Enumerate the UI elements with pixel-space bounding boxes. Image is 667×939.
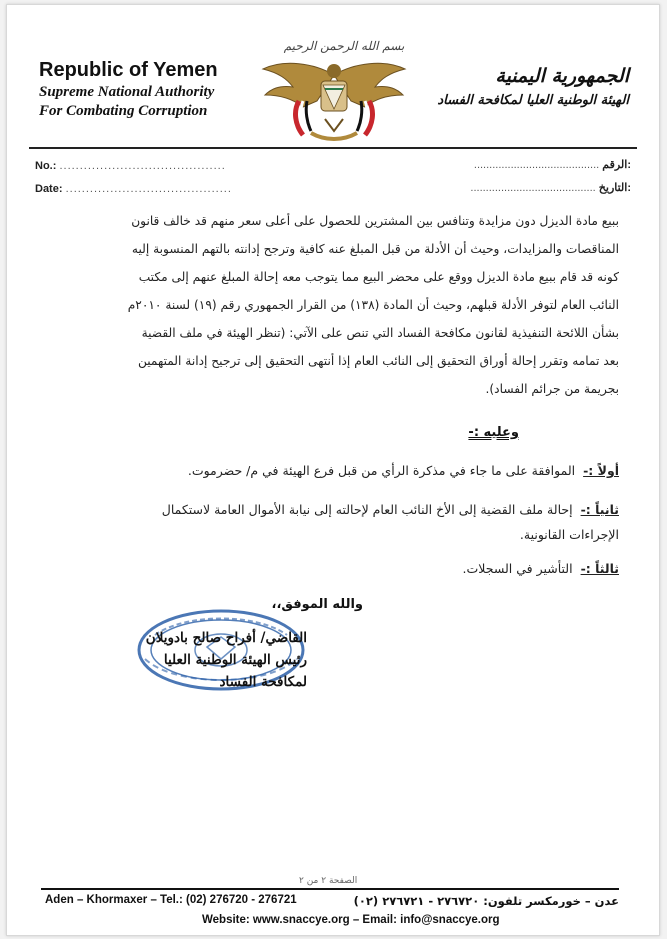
number-dots-ar: ......................................... (473, 159, 600, 171)
decision-item-1-label: أولاً :- (583, 463, 619, 478)
footer-address-ar: عدن – خورمكسر تلفون: ٢٧٦٧٢٠ - ٢٧٦٧٢١ (٠٢) (353, 894, 619, 908)
date-dots-ar: ......................................... (470, 182, 596, 194)
number-field (35, 160, 226, 172)
signatory-name: القاضي/ أفراح صالح بادويلان (145, 630, 307, 646)
number-field-ar (474, 158, 631, 171)
footer-divider (41, 888, 619, 890)
decision-item-3-label: ثالثاً :- (580, 561, 619, 576)
signatory-title-2: لمكافحة الفساد (219, 674, 307, 690)
number-label-ar: :الرقم (602, 159, 631, 171)
decision-item-2-cont (520, 527, 619, 542)
header-divider (29, 147, 637, 149)
date-label: Date: (35, 183, 63, 195)
signatory-title-1: رئيس الهيئة الوطنية العليا (163, 652, 307, 668)
decision-item-2-label: ثانياً :- (580, 502, 619, 517)
body-line: النائب العام لتوفر الأدلة قبلهم، وحيث أن المادة (١٣٨) من القرار الجمهوري رقم (١٩) لسنة ٢٠١٠م (127, 298, 619, 312)
date-dots: ......................................... (65, 183, 232, 195)
date-field-ar (470, 181, 631, 194)
decision-item-1-text: الموافقة على ما جاء في مذكرة الرأي من قبل فرع الهيئة في م/ حضرموت. (187, 463, 576, 478)
body-paragraph (37, 207, 619, 403)
body-line: ببيع مادة الديزل دون مزايدة وتنافس بين المشترين للحصول على أعلى سعر منهم قد خالف قانون (131, 214, 619, 228)
body-line: المناقصات والمزايدات، وحيث أن الأدلة من قبل المبلغ عنه كافية وترجح إدانته بالتهم المنسوبة إليه (131, 242, 619, 256)
decision-item-2 (162, 502, 619, 517)
country-name-en: Republic of Yemen (39, 59, 218, 81)
document-page (6, 4, 660, 936)
yemen-emblem-icon (259, 55, 409, 147)
decision-item-2-text-2: الإجراءات القانونية. (519, 527, 619, 542)
authority-name-en-1: Supreme National Authority (39, 84, 215, 100)
decision-heading: وعليه :- (468, 425, 519, 440)
authority-name-ar: الهيئة الوطنية العليا لمكافحة الفساد (437, 93, 629, 108)
body-line: بعد تمامه وتقرر إحالة أوراق التحقيق إلى النائب العام إذا أنتهى التحقيق إلى ترجيح إدانة المتهمين (137, 354, 619, 368)
signature-block (87, 627, 307, 693)
footer-contact: Website: www.snaccye.org – Email: info@snaccye.org (202, 914, 500, 926)
date-label-ar: :التاريخ (598, 182, 631, 194)
basmala: بسم الله الرحمن الرحيم (283, 39, 405, 53)
authority-name-en-2: For Combating Corruption (39, 103, 208, 119)
body-line: بجريمة من جرائم الفساد). (485, 382, 619, 396)
decision-item-1 (188, 463, 619, 478)
english-letterhead (39, 59, 218, 120)
number-label: No.: (35, 160, 57, 172)
country-name-ar: الجمهورية اليمنية (495, 65, 629, 87)
number-dots: ......................................... (59, 160, 226, 172)
date-field (35, 183, 232, 195)
decision-item-3-text: التأشير في السجلات. (462, 561, 573, 576)
body-line: كونه قد قام ببيع مادة الديزل ووقع على محضر البيع مما يتوجب معه إحالة المبلغ عنهم إلى مكتب (138, 270, 619, 284)
footer-address-en: Aden – Khormaxer – Tel.: (02) 276720 - 276721 (45, 894, 297, 906)
closing-phrase: والله الموفق،، (271, 597, 363, 612)
decision-item-2-text: إحالة ملف القضية إلى الأخ النائب العام لإحالته إلى نيابة الأموال العامة لاستكمال (161, 502, 573, 517)
arabic-letterhead (437, 65, 629, 108)
body-line: بشأن اللائحة التنفيذية لقانون مكافحة الفساد التي تنص على الآتي: (تنظر الهيئة في ملف القضية (141, 326, 619, 340)
decision-item-3 (463, 561, 619, 576)
page-number: الصفحة ٢ من ٢ (299, 876, 358, 886)
